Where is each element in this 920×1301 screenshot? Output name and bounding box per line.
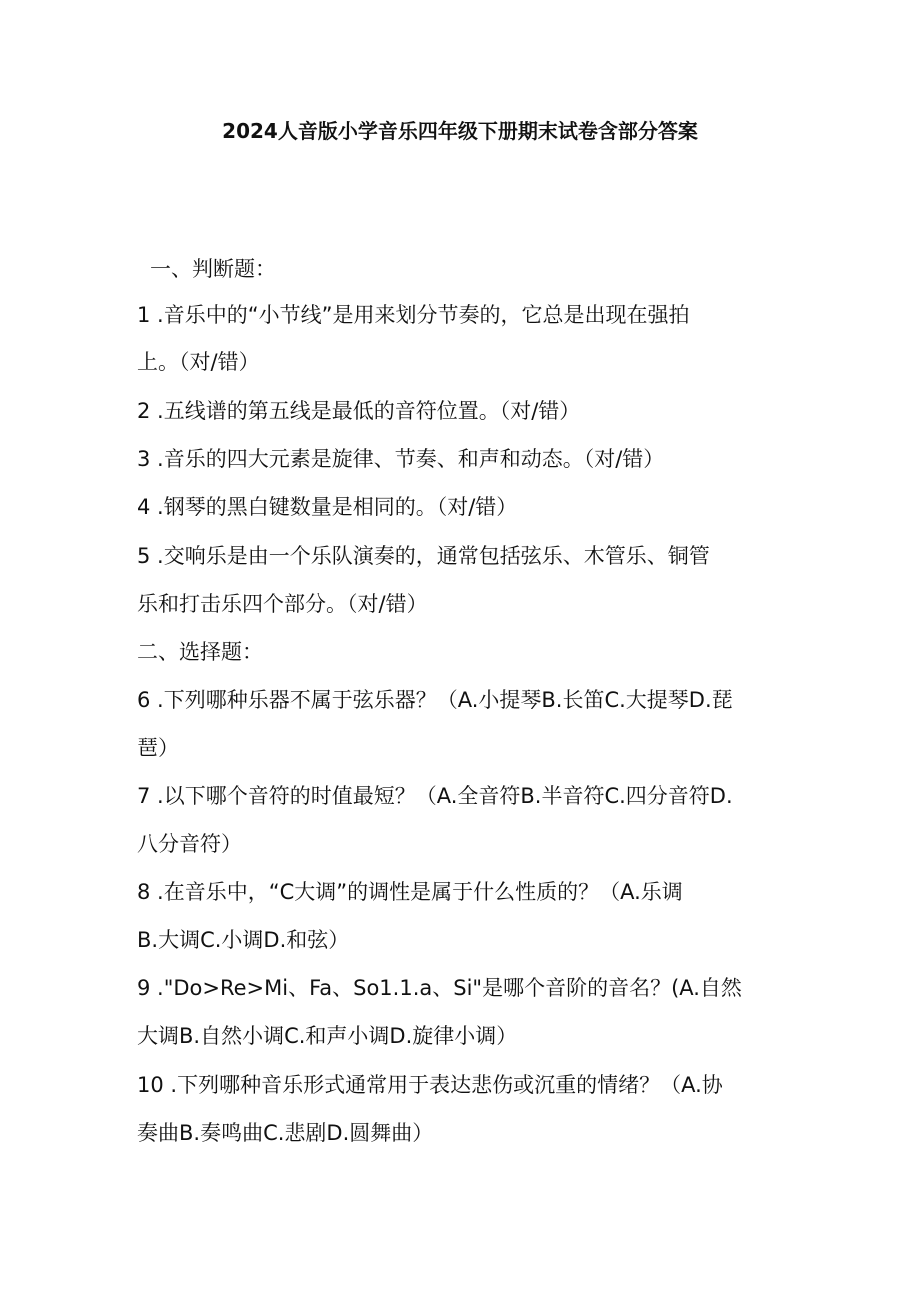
question-7-line-2: 八分音符） [137,832,242,856]
question-6-line-2: 琶） [137,736,179,760]
question-10-line-2: 奏曲B.奏鸣曲C.悲剧D.圆舞曲） [137,1121,434,1145]
question-8-line-1: 8 .在音乐中，“C大调”的调性是属于什么性质的？（A.乐调 [137,880,683,904]
question-9-line-1: 9 ."Do>Re>Mi、Fa、So1.1.a、Si"是哪个音阶的音名？(A.自然 [137,976,742,1000]
question-5-line-1: 5 .交响乐是由一个乐队演奏的，通常包括弦乐、木管乐、铜管 [137,544,710,568]
question-2: 2 .五线谱的第五线是最低的音符位置。（对/错） [137,399,581,423]
section-heading-true-false: 一、判断题： [150,257,276,281]
question-9-line-2: 大调B.自然小调C.和声小调D.旋律小调） [137,1024,518,1048]
question-7-line-1: 7 .以下哪个音符的时值最短？（A.全音符B.半音符C.四分音符D. [137,784,733,808]
question-8-line-2: B.大调C.小调D.和弦） [137,928,350,952]
question-4: 4 .钢琴的黑白键数量是相同的。（对/错） [137,495,518,519]
section-heading-multiple-choice: 二、选择题： [137,640,263,664]
document-title: 2024人音版小学音乐四年级下册期末试卷含部分答案 [222,119,698,143]
question-6-line-1: 6 .下列哪种乐器不属于弦乐器？（A.小提琴B.长笛C.大提琴D.琵 [137,688,733,712]
question-1-line-1: 1 .音乐中的“小节线”是用来划分节奏的，它总是出现在强拍 [137,303,690,327]
question-5-line-2: 乐和打击乐四个部分。（对/错） [137,592,428,616]
question-3: 3 .音乐的四大元素是旋律、节奏、和声和动态。（对/错） [137,447,665,471]
question-10-line-1: 10 .下列哪种音乐形式通常用于表达悲伤或沉重的情绪？（A.协 [137,1073,723,1097]
question-1-line-2: 上。（对/错） [137,350,260,374]
